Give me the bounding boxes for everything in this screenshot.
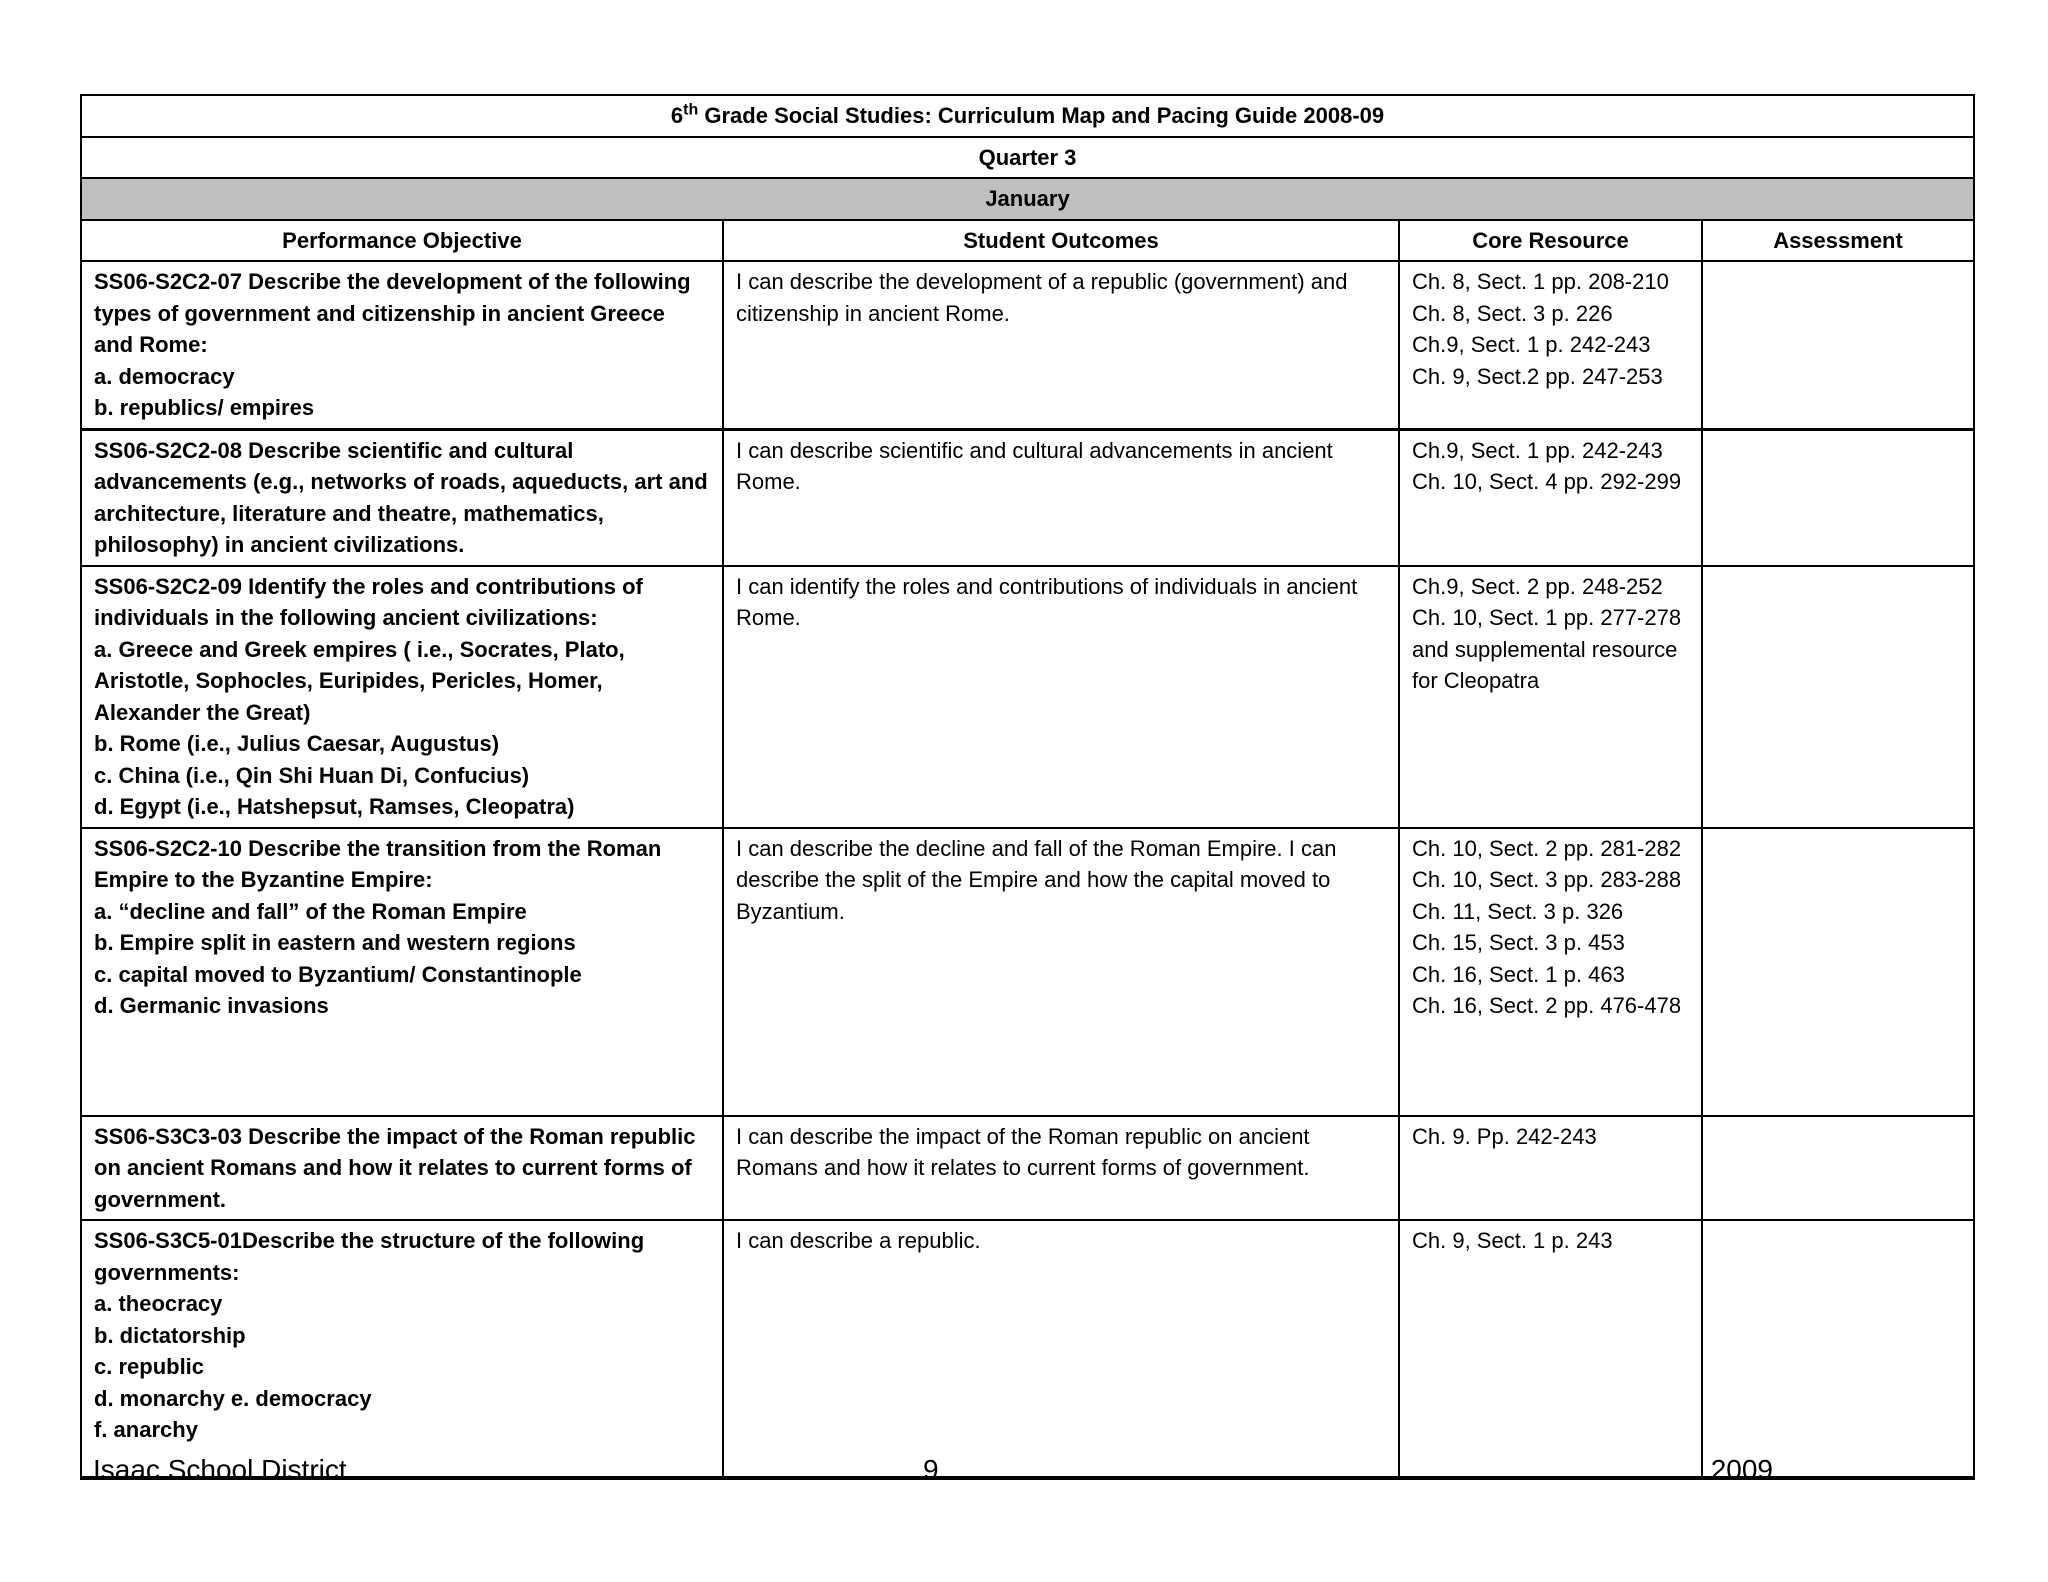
outcome-cell (723, 1116, 1399, 1221)
objective-line: d. Egypt (i.e., Hatshepsut, Ramses, Cleopatra) (94, 794, 575, 819)
objective-line: SS06-S2C2-10 Describe the transition from the Roman Empire to the Byzantine Empire: (94, 835, 662, 892)
objective-cell (81, 261, 723, 429)
resource-cell (1399, 566, 1702, 828)
resource-line: Ch. 15, Sect. 3 p. 453 (1412, 930, 1625, 955)
table-row (81, 1220, 1974, 1478)
resource-cell (1399, 1220, 1702, 1478)
curriculum-table (80, 94, 1975, 1480)
objective-line: f. anarchy (94, 1417, 198, 1442)
outcome-cell (723, 1220, 1399, 1478)
objective-line: SS06-S3C3-03 Describe the impact of the Roman republic on ancient Romans and how it relates to current forms of government. (94, 1123, 696, 1212)
objective-line: c. China (i.e., Qin Shi Huan Di, Confucius) (94, 762, 530, 788)
objective-line: d. Germanic invasions (94, 993, 329, 1018)
assessment-cell (1702, 429, 1974, 566)
objective-line: b. Empire split in eastern and western regions (94, 930, 576, 955)
objective-line: c. capital moved to Byzantium/ Constantinople (94, 961, 582, 987)
resource-cell (1399, 429, 1702, 566)
objective-line: c. republic (94, 1354, 205, 1379)
objective-line: SS06-S2C2-07 Describe the development of the following types of government and citizenship in ancient Greece and Rome: (94, 269, 691, 357)
assessment-cell (1702, 566, 1974, 828)
outcome-line: I can describe the impact of the Roman republic on ancient Romans and how it relates to current forms of government. (736, 1123, 1310, 1180)
table-row (81, 261, 1974, 429)
assessment-cell (1702, 1116, 1974, 1221)
objective-line: SS06-S2C2-08 Describe scientific and cultural advancements (e.g., networks of roads, aqueducts, art and architecture, literature and theatre, mathematics, philosophy) in ancient civilizations. (94, 437, 708, 557)
objective-line: a. Greece and Greek empires ( i.e., Socrates, Plato, Aristotle, Sophocles, Euripides, Pericles, Homer, Alexander the Great) (94, 636, 625, 725)
resource-line: Ch. 9, Sect. 1 p. 243 (1412, 1228, 1613, 1253)
objective-cell (81, 566, 723, 828)
resource-line: Ch. 9, Sect.2 pp. 247-253 (1412, 363, 1663, 389)
table-row (81, 828, 1974, 1116)
resource-line: Ch. 8, Sect. 3 p. 226 (1412, 300, 1613, 326)
resource-line: Ch. 9. Pp. 242-243 (1412, 1123, 1597, 1149)
column-header-row (81, 220, 1974, 262)
resource-line: Ch.9, Sect. 1 pp. 242-243 (1412, 437, 1663, 463)
objective-cell (81, 1220, 723, 1478)
outcome-cell (723, 261, 1399, 429)
table-row (81, 1116, 1974, 1221)
resource-cell (1399, 828, 1702, 1116)
objective-cell (81, 1116, 723, 1221)
column-header-objective: Performance Objective (81, 220, 723, 262)
assessment-cell (1702, 828, 1974, 1116)
table-row (81, 429, 1974, 566)
table-row (81, 566, 1974, 828)
resource-cell (1399, 261, 1702, 429)
document-title: 6th Grade Social Studies: Curriculum Map and Pacing Guide 2008-09 (81, 95, 1974, 137)
outcome-line: I can describe a republic. (736, 1228, 981, 1253)
objective-line: a. democracy (94, 363, 235, 389)
resource-line: Ch.9, Sect. 2 pp. 248-252 (1412, 573, 1663, 599)
outcome-line: I can describe the development of a republic (government) and citizenship in ancient Rome. (736, 269, 1348, 326)
document-page (80, 94, 1973, 1480)
objective-cell (81, 828, 723, 1116)
resource-line: Ch. 16, Sect. 2 pp. 476-478 (1412, 993, 1682, 1018)
resource-line: Ch. 16, Sect. 1 p. 463 (1412, 961, 1625, 987)
objective-line: b. dictatorship (94, 1322, 246, 1348)
objective-line: b. Rome (i.e., Julius Caesar, Augustus) (94, 731, 500, 756)
objective-line: d. monarchy e. democracy (94, 1385, 372, 1411)
objective-line: SS06-S3C5-01Describe the structure of the following governments: (94, 1228, 645, 1285)
outcome-line: I can describe the decline and fall of the Roman Empire. I can describe the split of the Empire and how the capital moved to Byzantium. (736, 835, 1337, 924)
outcome-line: I can describe scientific and cultural advancements in ancient Rome. (736, 437, 1333, 494)
title-row (81, 95, 1974, 137)
objective-line: b. republics/ empires (94, 395, 315, 420)
resource-line: Ch. 10, Sect. 2 pp. 281-282 (1412, 835, 1682, 861)
objective-cell (81, 429, 723, 566)
outcome-line: I can identify the roles and contributions of individuals in ancient Rome. (736, 573, 1358, 630)
assessment-cell (1702, 1220, 1974, 1478)
resource-line: Ch.9, Sect. 1 p. 242-243 (1412, 332, 1651, 357)
table-body (81, 261, 1974, 1478)
month-heading: January (81, 178, 1974, 220)
footer-district: Isaac School District (93, 1454, 347, 1485)
objective-line: SS06-S2C2-09 Identify the roles and contributions of individuals in the following ancient civilizations: (94, 573, 643, 630)
month-row (81, 178, 1974, 220)
resource-line: Ch. 10, Sect. 4 pp. 292-299 (1412, 469, 1682, 494)
objective-line: a. “decline and fall” of the Roman Empire (94, 898, 527, 924)
resource-line: Ch. 10, Sect. 1 pp. 277-278 and supplemental resource for Cleopatra (1412, 605, 1682, 693)
outcome-cell (723, 828, 1399, 1116)
outcome-cell (723, 429, 1399, 566)
footer-page-number: 9 (923, 1454, 939, 1485)
resource-line: Ch. 8, Sect. 1 pp. 208-210 (1412, 269, 1669, 294)
resource-cell (1399, 1116, 1702, 1221)
outcome-cell (723, 566, 1399, 828)
column-header-outcomes: Student Outcomes (723, 220, 1399, 262)
column-header-resource: Core Resource (1399, 220, 1702, 262)
column-header-assessment: Assessment (1702, 220, 1974, 262)
quarter-heading: Quarter 3 (81, 137, 1974, 179)
resource-line: Ch. 11, Sect. 3 p. 326 (1412, 898, 1624, 924)
assessment-cell (1702, 261, 1974, 429)
footer-year: 2009 (1710, 1454, 1773, 1485)
resource-line: Ch. 10, Sect. 3 pp. 283-288 (1412, 867, 1682, 892)
objective-line: a. theocracy (94, 1291, 223, 1316)
quarter-row (81, 137, 1974, 179)
